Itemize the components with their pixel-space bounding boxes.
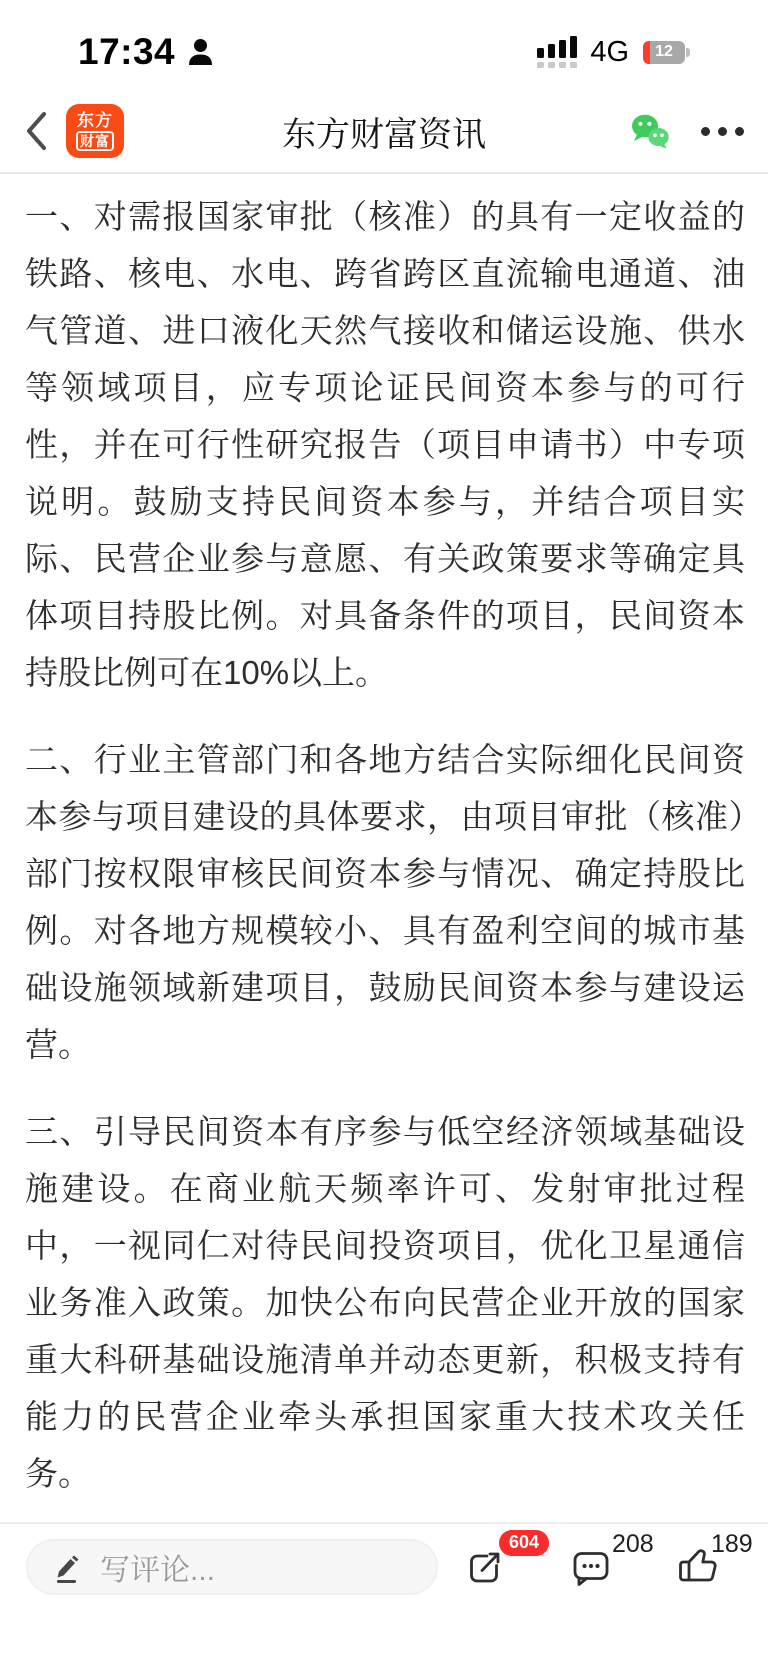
- person-icon: [187, 38, 214, 66]
- article-body: [0, 174, 768, 1522]
- back-button[interactable]: [24, 109, 50, 153]
- nav-bar: [0, 90, 768, 174]
- signal-dots-sim2: [537, 62, 577, 68]
- wechat-icon[interactable]: [629, 113, 671, 149]
- signal-strength-icon: [537, 36, 577, 68]
- share-count-badge: 604: [499, 1530, 549, 1556]
- more-menu-button[interactable]: [701, 127, 744, 136]
- eastmoney-logo[interactable]: [66, 104, 124, 158]
- bottom-action-bar: [0, 1522, 768, 1665]
- comment-input[interactable]: [26, 1539, 438, 1595]
- comment-bubble-icon: [572, 1550, 610, 1586]
- comment-placeholder: 写评论...: [100, 1554, 216, 1587]
- chevron-left-icon: [24, 109, 50, 153]
- status-bar: [0, 0, 768, 90]
- signal-bars-sim1: [537, 36, 577, 58]
- logo-text-bottom: 财富: [76, 131, 114, 151]
- comment-button[interactable]: [572, 1550, 610, 1591]
- article-paragraph-1: 一、对需报国家审批（核准）的具有一定收益的铁路、核电、水电、跨省跨区直流输电通道、油气管道、进口液化天然气接收和储运设施、供水等领域项目，应专项论证民间资本参与的可行性，并在可行性研究报告（项目申请书）中专项说明。鼓励支持民间资本参与，并结合项目实际、民营企业参与意愿、有关政策要求等确定具体项目持股比例。对具备条件的项目，民间资本持股比例可在10%以上。: [25, 198, 745, 691]
- battery-icon: [643, 41, 690, 64]
- clock-time: 17:34: [78, 31, 176, 72]
- battery-cap: [686, 48, 690, 57]
- nav-right: [629, 113, 744, 149]
- pencil-icon: [50, 1551, 82, 1583]
- share-button[interactable]: [466, 1550, 502, 1591]
- like-count: 189: [711, 1530, 753, 1558]
- comment-count: 208: [612, 1530, 654, 1558]
- logo-text-top: 东方: [77, 110, 113, 130]
- network-type-label: 4G: [590, 35, 629, 68]
- status-left: [78, 31, 214, 73]
- page-title: 东方财富资讯: [282, 115, 486, 154]
- article-paragraph-2: 二、行业主管部门和各地方结合实际细化民间资本参与项目建设的具体要求，由项目审批（核准）部门按权限审核民间资本参与情况、确定持股比例。对各地方规模较小、具有盈利空间的城市基础设施领域新建项目，鼓励民间资本参与建设运营。: [25, 741, 745, 1063]
- status-right: [537, 36, 690, 69]
- share-icon: [466, 1550, 502, 1586]
- article-paragraph-3: 三、引导民间资本有序参与低空经济领域基础设施建设。在商业航天频率许可、发射审批过程中，一视同仁对待民间投资项目，优化卫星通信业务准入政策。加快公布向民营企业开放的国家重大科研基础设施清单并动态更新，积极支持有能力的民营企业牵头承担国家重大技术攻关任务。: [25, 1113, 745, 1492]
- battery-percent: 12: [655, 43, 673, 60]
